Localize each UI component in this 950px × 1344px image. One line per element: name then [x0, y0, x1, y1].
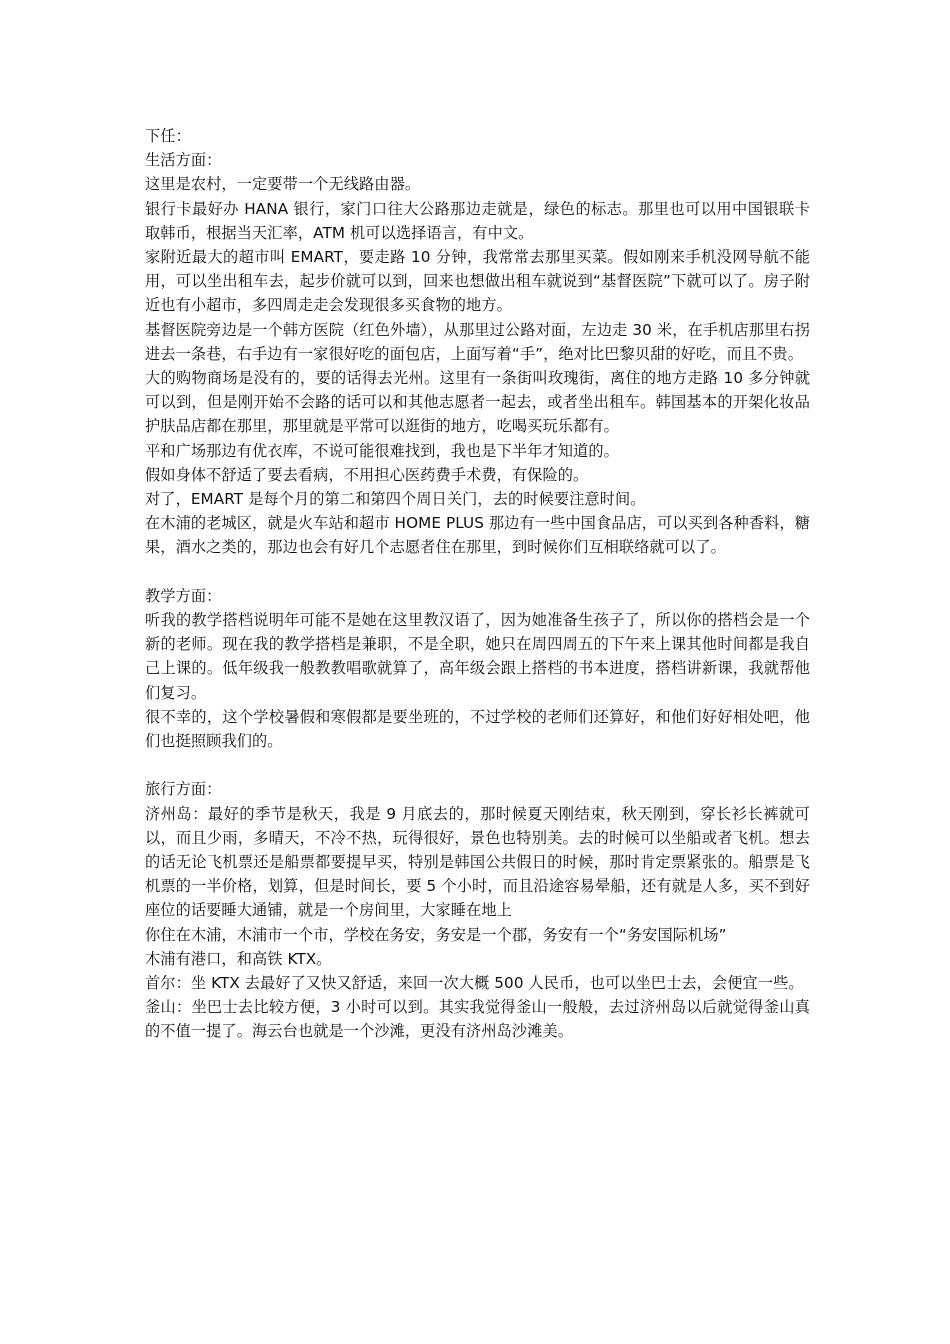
paragraph: 假如身体不舒适了要去看病，不用担心医药费手术费，有保险的。	[145, 465, 589, 484]
paragraph: 银行卡最好办 HANA 银行，家门口往大公路那边走就是，绿色的标志。那里也可以用中国银联卡取韩币，根据当天汇率，ATM 机可以选择语言，有中文。	[145, 199, 810, 242]
paragraph: 这里是农村，一定要带一个无线路由器。	[145, 175, 421, 194]
paragraph: 很不幸的，这个学校暑假和寒假都是要坐班的，不过学校的老师们还算好，和他们好好相处吧，他们也挺照顾我们的。	[145, 707, 810, 751]
paragraph: 对了，EMART 是每个月的第二和第四个周日关门，去的时候要注意时间。	[145, 490, 646, 509]
paragraph: 基督医院旁边是一个韩方医院（红色外墙），从那里过公路对面，左边走 30 米，在手机店那里右拐进去一条巷，右手边有一家很好吃的面包店，上面写着“手”，绝对比巴黎贝甜的好吃，而且不贵。	[145, 320, 810, 363]
paragraph: 釜山：坐巴士去比较方便，3 小时可以到。其实我觉得釜山一般般，去过济州岛以后就觉得釜山真的不值一提了。海云台也就是一个沙滩，更没有济州岛沙滩美。	[145, 998, 810, 1041]
paragraph: 大的购物商场是没有的，要的话得去光州。这里有一条街叫玫瑰街，离住的地方走路 10 多分钟就可以到，但是刚开始不会路的话可以和其他志愿者一起去，或者坐出租车。韩国基本的开架化妆品护肤品店都在那里，那里就是平常可以逛街的地方，吃喝买玩乐都有。	[145, 369, 810, 436]
paragraph: 你住在木浦，木浦市一个市，学校在务安，务安是一个郡，务安有一个“务安国际机场”	[145, 925, 727, 944]
section-heading-teaching: 教学方面：	[145, 586, 222, 605]
paragraph: 听我的教学搭档说明年可能不是她在这里教汉语了，因为她准备生孩子了，所以你的搭档会是一个新的老师。现在我的教学搭档是兼职，不是全职，她只在周四周五的下午来上课其他时间都是我自己上课的。低年级我一般教教唱歌就算了，高年级会跟上搭档的书本进度，搭档讲新课，我就帮他们复习。	[145, 611, 810, 702]
paragraph: 济州岛：最好的季节是秋天，我是 9 月底去的，那时候夏天刚结束，秋天刚到，穿长衫长裤就可以，而且少雨，多晴天，不冷不热，玩得很好，景色也特别美。去的时候可以坐船或者飞机。想去的话无论飞机票还是船票都要提早买，特别是韩国公共假日的时候，那时肯定票紧张的。船票是飞机票的一半价格，划算，但是时间长，要 5 个小时，而且沿途容易晕船，还有就是人多，买不到好座位的话要睡大通铺，就是一个房间里，大家睡在地上	[145, 804, 810, 920]
paragraph: 在木浦的老城区，就是火车站和超市 HOME PLUS 那边有一些中国食品店，可以买到各种香料，糖果，酒水之类的，那边也会有好几个志愿者住在那里，到时候你们互相联络就可以了。	[145, 514, 810, 557]
paragraph: 平和广场那边有优衣库，不说可能很难找到，我也是下半年才知道的。	[145, 441, 619, 460]
section-heading-life: 生活方面：	[145, 151, 222, 170]
blank-line	[145, 753, 810, 777]
section-heading-travel: 旅行方面：	[145, 780, 222, 799]
paragraph: 木浦有港口，和高铁 KTX。	[145, 949, 332, 968]
paragraph: 首尔：坐 KTX 去最好了又快又舒适，来回一次大概 500 人民币，也可以坐巴士去，会便宜一些。	[145, 974, 804, 993]
doc-heading: 下任：	[145, 127, 191, 145]
document-body	[145, 124, 810, 1044]
blank-line	[145, 560, 810, 584]
paragraph: 家附近最大的超市叫 EMART，要走路 10 分钟，我常常去那里买菜。假如刚来手机没网导航不能用，可以坐出租车去，起步价就可以到，回来也想做出租车就说到“基督医院”下就可以了。房子附近也有小超市，多四周走走会发现很多买食物的地方。	[145, 248, 810, 315]
